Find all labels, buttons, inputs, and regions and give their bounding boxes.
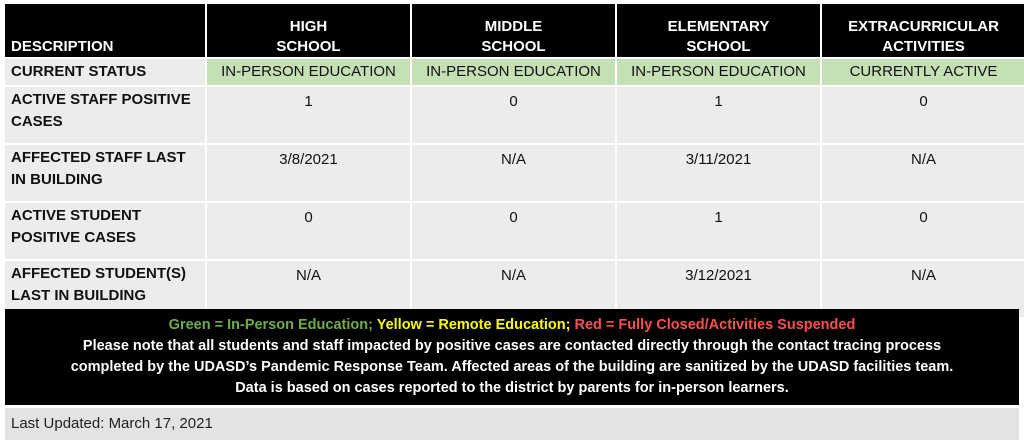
description-header: DESCRIPTION: [5, 4, 205, 57]
legend-red: Red = Fully Closed/Activities Suspended: [574, 317, 856, 333]
table-cell: 0: [412, 203, 615, 259]
table-cell: N/A: [822, 261, 1024, 317]
current-status-row: [5, 59, 1024, 85]
table-cell: N/A: [412, 145, 615, 201]
row-label: CURRENT STATUS: [5, 59, 205, 85]
status-cell: CURRENTLY ACTIVE: [822, 59, 1024, 85]
staff-last-in-building-row: [5, 145, 1024, 201]
table-cell: N/A: [822, 145, 1024, 201]
staff-positive-row: [5, 87, 1024, 143]
high-school-header: HIGH SCHOOL: [207, 4, 410, 57]
note-line: Please note that all students and staff impacted by positive cases are contacted directly through the contact tracing process: [82, 338, 942, 354]
row-label: ACTIVE STAFF POSITIVE CASES: [5, 87, 205, 143]
status-table: [3, 2, 1024, 319]
status-cell: IN-PERSON EDUCATION: [617, 59, 820, 85]
table-cell: 1: [207, 87, 410, 143]
table-cell: 0: [822, 203, 1024, 259]
table-cell: 0: [207, 203, 410, 259]
table-cell: 1: [617, 87, 820, 143]
row-label: AFFECTED STUDENT(S) LAST IN BUILDING: [5, 261, 205, 317]
extracurricular-header: EXTRACURRICULAR ACTIVITIES: [822, 4, 1024, 57]
table-cell: N/A: [412, 261, 615, 317]
legend-yellow: Yellow = Remote Education;: [376, 317, 571, 333]
legend-green: Green = In-Person Education;: [168, 317, 373, 333]
status-cell: IN-PERSON EDUCATION: [412, 59, 615, 85]
elementary-school-header: ELEMENTARY SCHOOL: [617, 4, 820, 57]
table-cell: N/A: [207, 261, 410, 317]
notes-panel: [5, 309, 1019, 405]
last-updated: Last Updated: March 17, 2021: [5, 408, 1019, 440]
table-cell: 1: [617, 203, 820, 259]
table-cell: 0: [822, 87, 1024, 143]
color-legend: [5, 315, 1019, 336]
status-cell: IN-PERSON EDUCATION: [207, 59, 410, 85]
table-cell: 0: [412, 87, 615, 143]
middle-school-header: MIDDLE SCHOOL: [412, 4, 615, 57]
table-cell: 3/11/2021: [617, 145, 820, 201]
note-line: Data is based on cases reported to the district by parents for in-person learners.: [235, 380, 789, 396]
student-positive-row: [5, 203, 1024, 259]
table-cell: 3/8/2021: [207, 145, 410, 201]
table-cell: 3/12/2021: [617, 261, 820, 317]
row-label: ACTIVE STUDENT POSITIVE CASES: [5, 203, 205, 259]
header-row: [5, 4, 1024, 57]
row-label: AFFECTED STAFF LAST IN BUILDING: [5, 145, 205, 201]
note-line: completed by the UDASD’s Pandemic Response Team. Affected areas of the building are sanitized by the UDASD facilities team.: [70, 359, 954, 375]
